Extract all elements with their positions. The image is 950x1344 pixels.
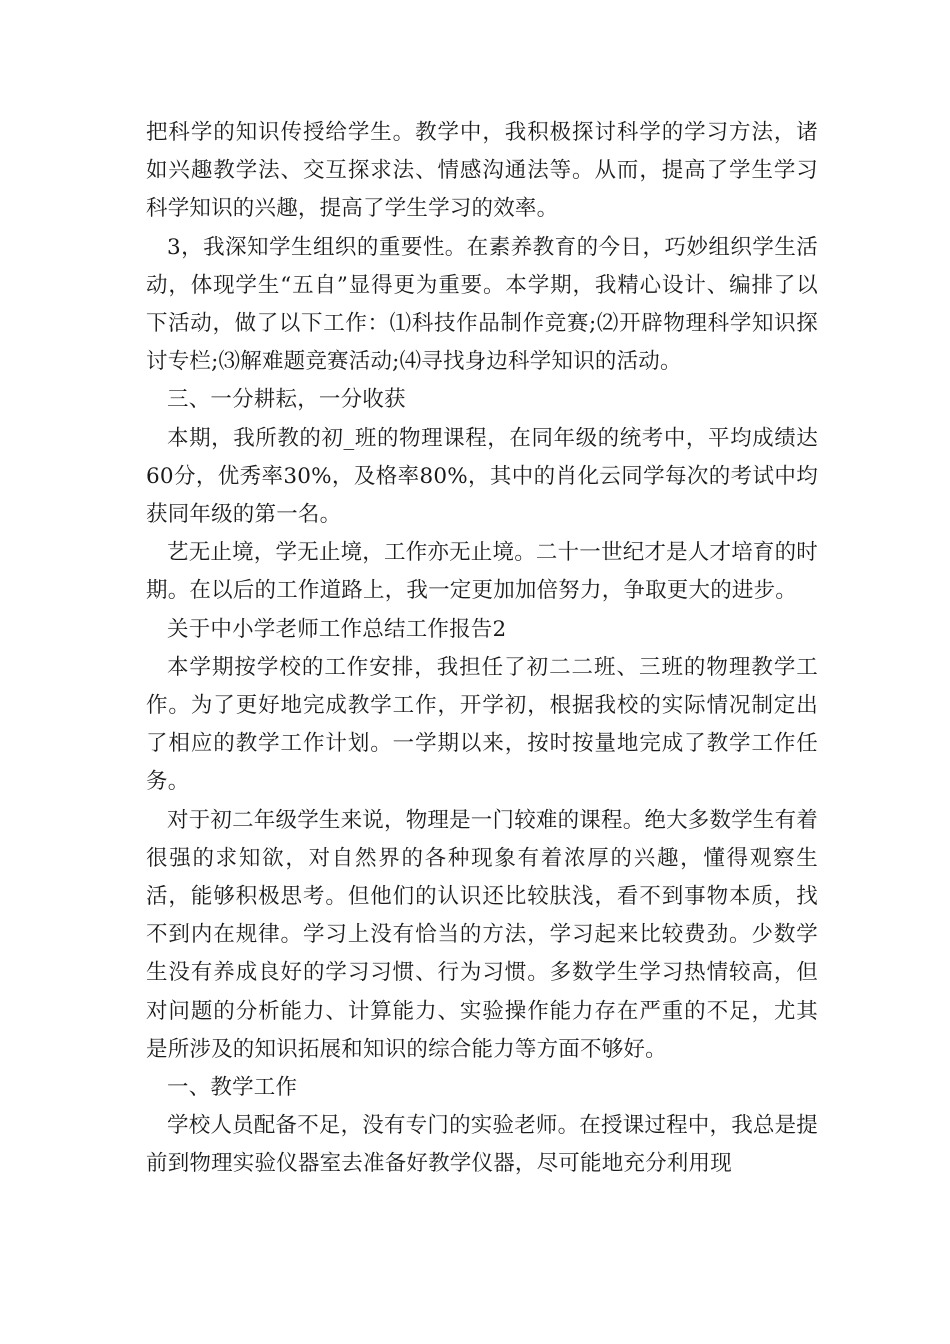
paragraph: 本期，我所教的初_班的物理课程，在同年级的统考中，平均成绩达60分，优秀率30%，及格率80%，其中的肖化云同学每次的考试中均获同年级的第一名。 xyxy=(146,425,818,528)
paragraph: 学校人员配备不足，没有专门的实验老师。在授课过程中，我总是提前到物理实验仪器室去准备好教学仪器，尽可能地充分利用现 xyxy=(146,1113,819,1177)
paragraph-continued: 把科学的知识传授给学生。教学中，我积极探讨科学的学习方法，诸如兴趣教学法、交互探求法、情感沟通法等。从而，提高了学生学习科学知识的兴趣，提高了学生学习的效率。 xyxy=(146,120,818,222)
report-title: 关于中小学老师工作总结工作报告2 xyxy=(167,616,507,642)
paragraph: 本学期按学校的工作安排，我担任了初二二班、三班的物理教学工作。为了更好地完成教学工作，开学初，根据我校的实际情况制定出了相应的教学工作计划。一学期以来，按时按量地完成了教学工作任务。 xyxy=(146,654,818,795)
section-heading: 一、教学工作 xyxy=(167,1075,298,1101)
section-heading: 三、一分耕耘，一分收获 xyxy=(167,387,406,413)
paragraph: 3，我深知学生组织的重要性。在素养教育的今日，巧妙组织学生活动，体现学生“五自”显得更为重要。本学期，我精心设计、编排了以下活动，做了以下工作：⑴科技作品制作竞赛;⑵开辟物理科学知识探讨专栏;⑶解难题竞赛活动;⑷寻找身边科学知识的活动。 xyxy=(146,234,818,375)
paragraph: 艺无止境，学无止境，工作亦无止境。二十一世纪才是人才培育的时期。在以后的工作道路上，我一定更加加倍努力，争取更大的进步。 xyxy=(146,540,819,604)
paragraph: 对于初二年级学生来说，物理是一门较难的课程。绝大多数学生有着很强的求知欲，对自然界的各种现象有着浓厚的兴趣，懂得观察生活，能够积极思考。但他们的认识还比较肤浅，看不到事物本质，找不到内在规律。学习上没有恰当的方法，学习起来比较费劲。少数学生没有养成良好的学习习惯、行为习惯。多数学生学习热情较高，但对问题的分析能力、计算能力、实验操作能力存在严重的不足，尤其是所涉及的知识拓展和知识的综合能力等方面不够好。 xyxy=(146,807,819,1062)
document-body xyxy=(146,114,818,1184)
